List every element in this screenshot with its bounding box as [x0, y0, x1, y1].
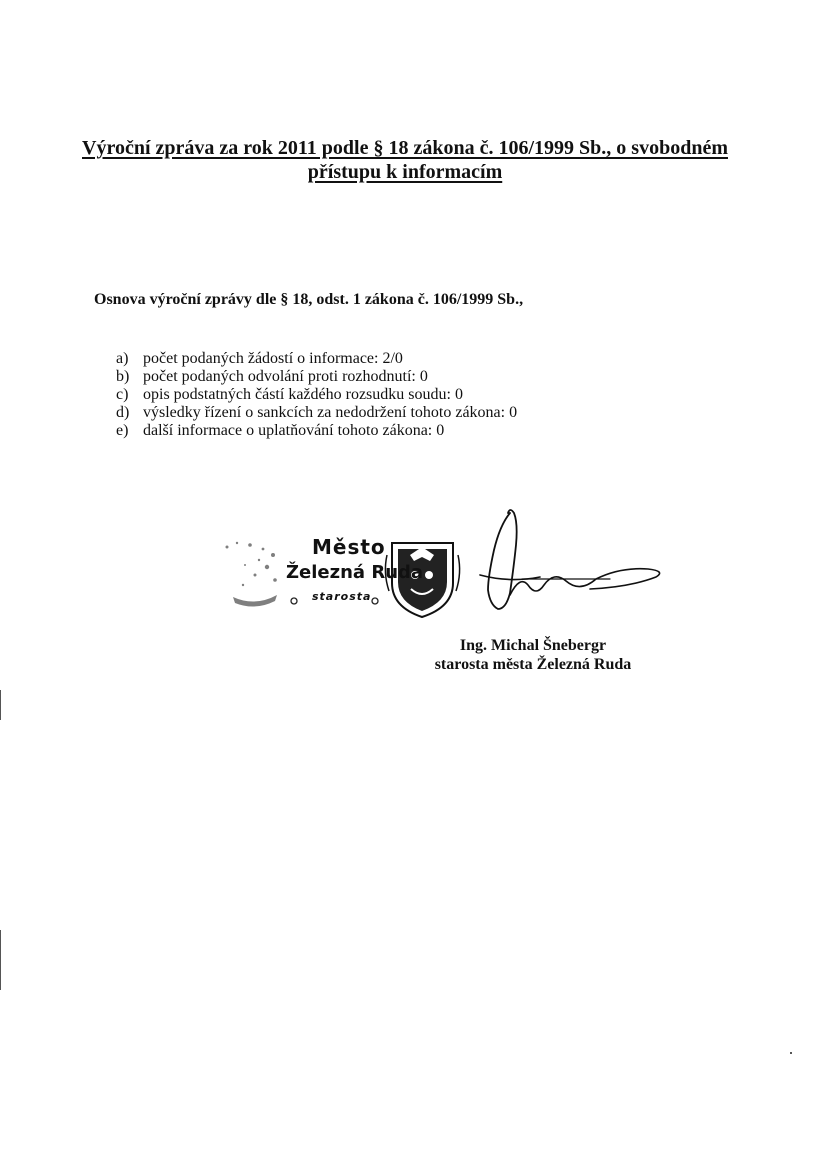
list-item-text: počet podaných žádostí o informace: 2/0 [143, 350, 403, 367]
signer-name: Ing. Michal Šnebergr [459, 637, 607, 654]
stamp-role: starosta [312, 590, 372, 603]
list-item-text: výsledky řízení o sankcích za nedodržení tohoto zákona: 0 [143, 404, 518, 421]
stamp-town-label: Město [312, 535, 386, 559]
scan-edge-mark [0, 930, 1, 990]
signer-block [428, 636, 638, 674]
list-item-text: počet podaných odvolání proti rozhodnutí: 0 [143, 368, 428, 385]
list-marker: a) [116, 350, 129, 367]
stamp-faint-emblem [226, 542, 278, 607]
title-line-2: přístupu k informacím [307, 161, 503, 183]
scan-dot [790, 1052, 792, 1054]
outline-list [116, 350, 517, 440]
list-marker: c) [116, 386, 129, 403]
stamp-town-name: Železná Ruda [286, 562, 424, 583]
document-title [80, 136, 730, 184]
signer-role: starosta města Železná Ruda [434, 656, 632, 673]
official-stamp [215, 525, 465, 620]
outline-heading: Osnova výroční zprávy dle § 18, odst. 1 zákona č. 106/1999 Sb., [94, 291, 524, 308]
list-item [116, 386, 517, 404]
list-marker: b) [116, 368, 130, 385]
handwritten-signature [470, 505, 670, 620]
list-item [116, 350, 517, 368]
title-line-1: Výroční zpráva za rok 2011 podle § 18 zákona č. 106/1999 Sb., o svobodném [82, 137, 728, 159]
list-marker: d) [116, 404, 130, 421]
list-item [116, 422, 517, 440]
list-item [116, 404, 517, 422]
list-marker: e) [116, 422, 129, 439]
list-item-text: další informace o uplatňování tohoto zákona: 0 [143, 422, 445, 439]
list-item-text: opis podstatných částí každého rozsudku soudu: 0 [143, 386, 463, 403]
scan-edge-mark [0, 690, 1, 720]
list-item [116, 368, 517, 386]
